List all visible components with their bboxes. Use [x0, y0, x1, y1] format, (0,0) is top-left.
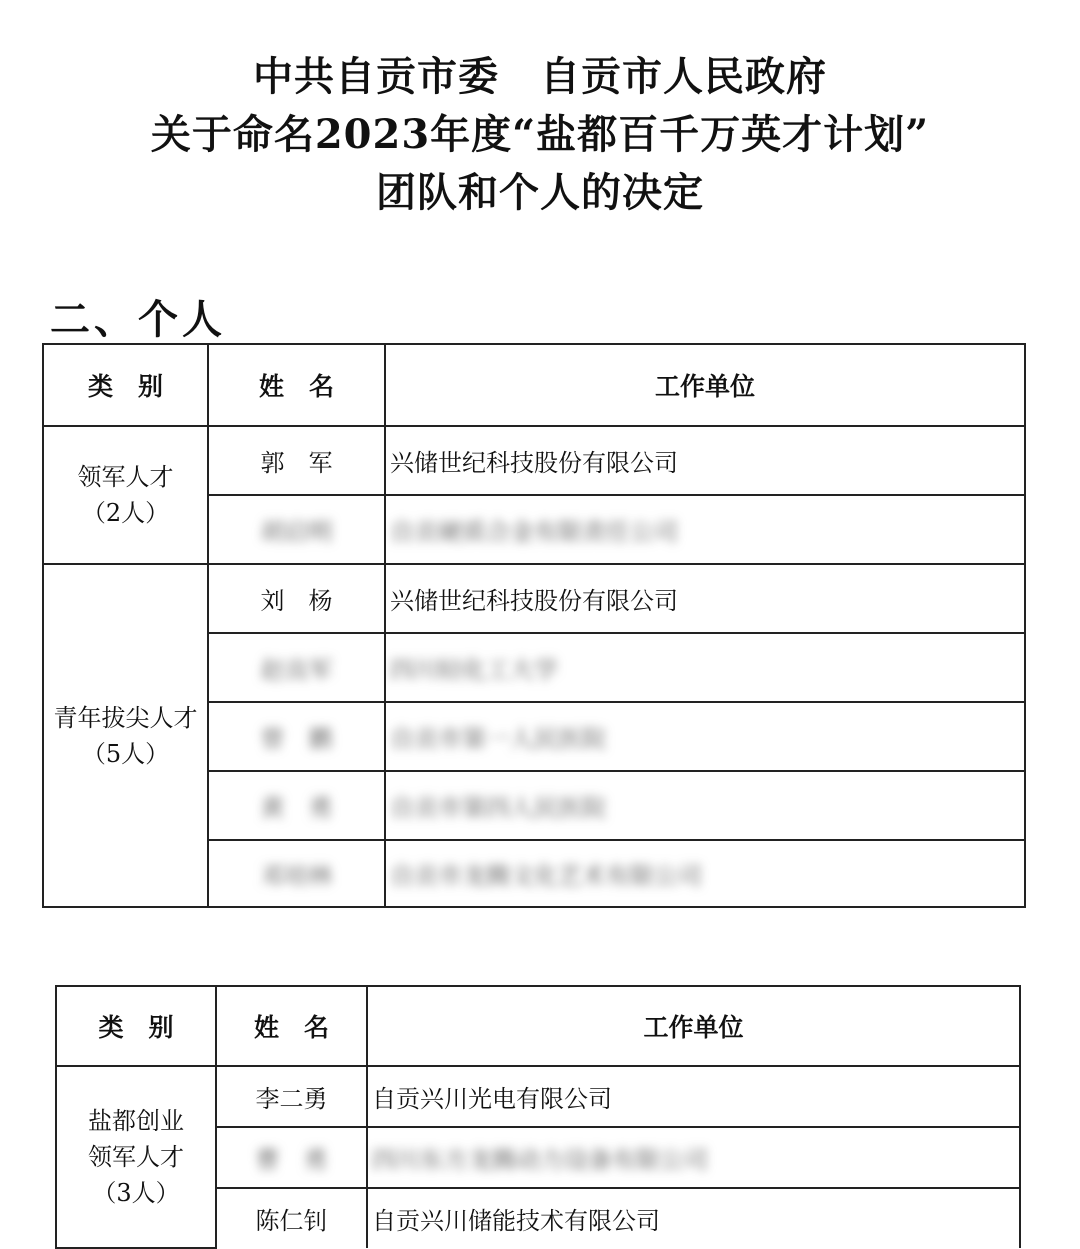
name-cell-blurred: 赵良军 [208, 633, 385, 702]
header-name: 姓 名 [216, 986, 367, 1066]
header-name: 姓 名 [208, 344, 385, 426]
category-label: 领军人才 [77, 463, 174, 491]
unit-cell-blurred: 四川轻化工大学 [385, 633, 1025, 702]
name-cell: 陈仁钊 [216, 1188, 367, 1248]
category-label: 青年拔尖人才 [53, 703, 198, 732]
table-row [43, 426, 1025, 495]
unit-cell-blurred: 自贡市第一人民医院 [385, 702, 1025, 771]
title-line-1: 中共自贡市委 自贡市人民政府 [253, 53, 827, 100]
table-row [56, 1066, 1020, 1127]
category-cell [43, 426, 208, 564]
individuals-table-1 [42, 343, 1026, 908]
title-line-3: 团队和个人的决定 [376, 169, 704, 216]
name-cell-blurred: 邓培林 [208, 840, 385, 907]
category-count: （3人） [92, 1179, 180, 1207]
unit-cell-blurred: 自贡硬质合金有限责任公司 [385, 495, 1025, 564]
unit-cell: 兴储世纪科技股份有限公司 [385, 426, 1025, 495]
title-line-2: 关于命名2023年度“盐都百千万英才计划” [150, 111, 930, 158]
unit-cell: 兴储世纪科技股份有限公司 [385, 564, 1025, 633]
header-unit: 工作单位 [367, 986, 1020, 1066]
unit-cell-blurred: 自贡市龙腾文化艺术有限公司 [385, 840, 1025, 907]
category-count: （2人） [81, 499, 170, 527]
section-heading: 二、个人 [50, 297, 226, 343]
unit-cell-blurred: 四川东方龙腾动力设备有限公司 [367, 1127, 1020, 1188]
name-cell: 刘 杨 [208, 564, 385, 633]
category-line-2: 领军人才 [88, 1143, 184, 1171]
category-count: （5人） [81, 739, 170, 768]
name-cell: 李二勇 [216, 1066, 367, 1127]
header-unit: 工作单位 [385, 344, 1025, 426]
document-title [0, 48, 1080, 222]
category-cell [56, 1066, 216, 1248]
table-row [43, 564, 1025, 633]
name-cell-blurred: 胡启明 [208, 495, 385, 564]
category-cell [43, 564, 208, 907]
name-cell: 郭 军 [208, 426, 385, 495]
unit-cell: 自贡兴川储能技术有限公司 [367, 1188, 1020, 1248]
name-cell-blurred: 曹 勇 [216, 1127, 367, 1188]
unit-cell-blurred: 自贡市第四人民医院 [385, 771, 1025, 840]
unit-cell: 自贡兴川光电有限公司 [367, 1066, 1020, 1127]
individuals-table-2 [55, 985, 1021, 1249]
name-cell-blurred: 黄 勇 [208, 771, 385, 840]
header-category: 类 别 [43, 344, 208, 426]
category-line-1: 盐都创业 [88, 1107, 184, 1135]
name-cell-blurred: 曾 鹏 [208, 702, 385, 771]
header-category: 类 别 [56, 986, 216, 1066]
